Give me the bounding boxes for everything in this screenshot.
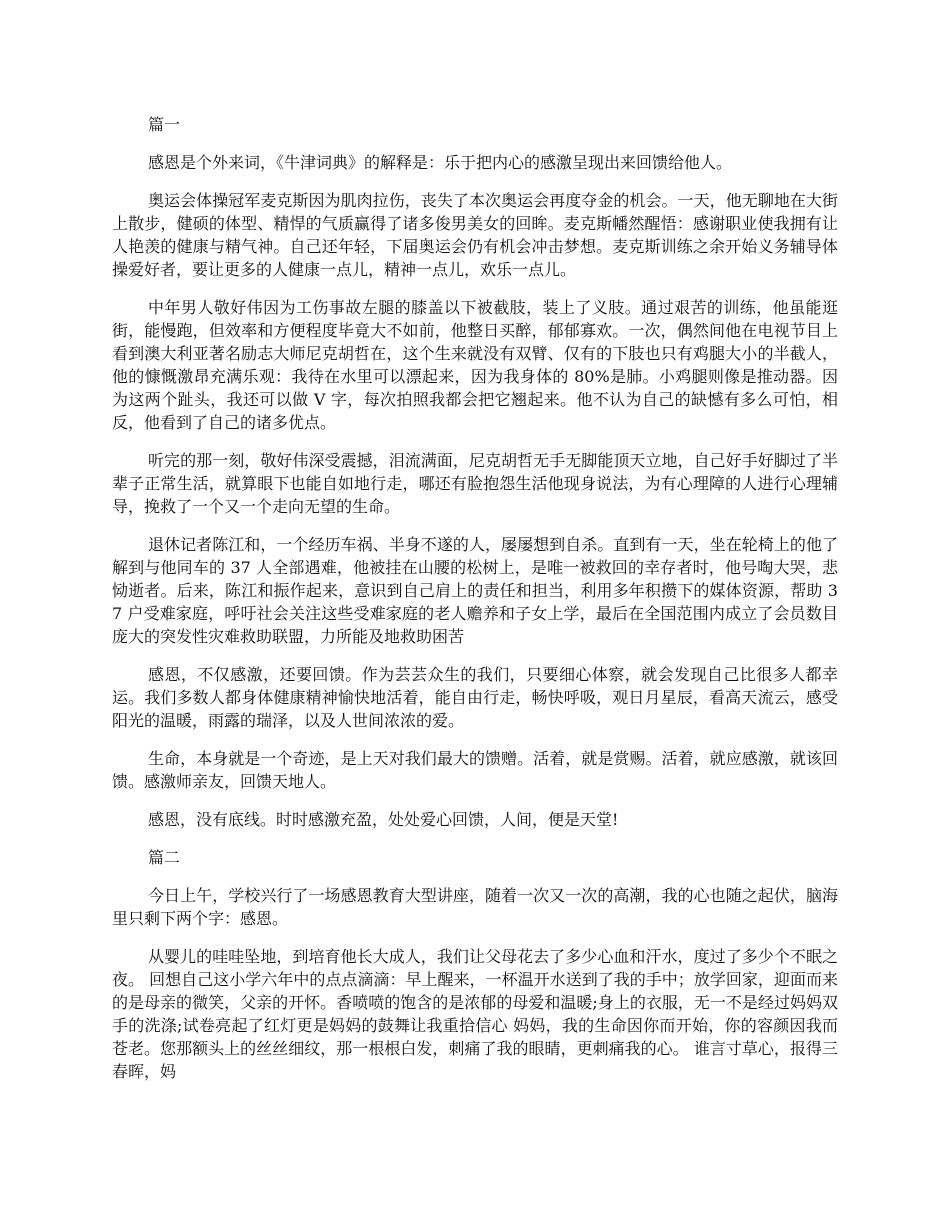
- paragraph: 感恩，没有底线。时时感激充盈，处处爱心回馈，人间，便是天堂!: [148, 810, 619, 829]
- paragraph: 从婴儿的哇哇坠地，到培育他长大成人，我们让父母花去了多少心血和汗水，度过了多少个不眠之夜。 回想自己这小学六年中的点点滴滴：早上醒来，一杯温开水送到了我的手中；放学回家，迎面而来的是母亲的微笑，父亲的开怀。香喷喷的饱含的是浓郁的母爱和温暖;身上的衣服，无一不是经过妈妈双手的洗涤;试卷亮起了红灯更是妈妈的鼓舞让我重拾信心 妈妈，我的生命因你而开始，你的容颜因我而苍老。您那额头上的丝丝细纹，那一根根白发，刺痛了我的眼睛，更刺痛我的心。 谁言寸草心，报得三春晖，妈: [112, 947, 838, 1081]
- paragraph: 生命，本身就是一个奇迹，是上天对我们最大的馈赠。活着，就是赏赐。活着，就应感激，就该回馈。感激师亲友，回馈天地人。: [112, 749, 838, 791]
- document-body: [112, 113, 838, 1098]
- paragraph: 听完的那一刻，敬好伟深受震撼，泪流满面，尼克胡哲无手无脚能顶天立地，自己好手好脚过了半辈子正常生活，就算眼下也能自如地行走，哪还有脸抱怨生活他现身说法，为有心理障的人进行心理辅导，挽救了一个又一个走向无望的生命。: [112, 451, 838, 516]
- paragraph: 退休记者陈江和，一个经历车祸、半身不遂的人，屡屡想到自杀。直到有一天，坐在轮椅上的他了解到与他同车的 37 人全部遇难，他被挂在山腰的松树上，是唯一被救回的幸存者时，他号啕大哭，悲恸逝者。后来，陈江和振作起来，意识到自己肩上的责任和担当，利用多年积攒下的媒体资源，帮助 37 户受难家庭，呼吁社会关注这些受难家庭的老人赡养和子女上学，最后在全国范围内成立了会员数目庞大的突发性灾难救助联盟，力所能及地救助困苦: [112, 535, 838, 646]
- section-heading-2: 篇二: [148, 848, 181, 867]
- paragraph: 感恩是个外来词，《牛津词典》的解释是：乐于把内心的感激呈现出来回馈给他人。: [148, 153, 733, 172]
- paragraph: 中年男人敬好伟因为工伤事故左腿的膝盖以下被截肢，装上了义肢。通过艰苦的训练，他虽能逛街，能慢跑，但效率和方便程度毕竟大不如前，他整日买醉，郁郁寡欢。一次，偶然间他在电视节目上看到澳大利亚著名励志大师尼克胡哲在，这个生来就没有双臂、仅有的下肢也只有鸡腿大小的半截人，他的慷慨激昂充满乐观：我待在水里可以漂起来，因为我身体的 80%是肺。小鸡腿则像是推动器。因为这两个趾头，我还可以做 V 字，每次拍照我都会把它翘起来。他不认为自己的缺憾有多么可怕，相反，他看到了自己的诸多优点。: [112, 298, 838, 432]
- paragraph: 奥运会体操冠军麦克斯因为肌肉拉伤，丧失了本次奥运会再度夺金的机会。一天，他无聊地在大街上散步，健硕的体型、精悍的气质赢得了诸多俊男美女的回眸。麦克斯幡然醒悟：感谢职业使我拥有让人艳羡的健康与精气神。自己还年轻，下届奥运会仍有机会冲击梦想。麦克斯训练之余开始义务辅导体操爱好者，要让更多的人健康一点儿，精神一点儿，欢乐一点儿。: [112, 191, 838, 279]
- paragraph: 今日上午，学校兴行了一场感恩教育大型讲座，随着一次又一次的高潮，我的心也随之起伏，脑海里只剩下两个字：感恩。: [112, 886, 838, 928]
- paragraph: 感恩，不仅感激，还要回馈。作为芸芸众生的我们，只要细心体察，就会发现自己比很多人都幸运。我们多数人都身体健康精神愉快地活着，能自由行走，畅快呼吸，观日月星辰，看高天流云，感受阳光的温暖，雨露的瑞泽，以及人世间浓浓的爱。: [112, 665, 838, 730]
- section-heading-1: 篇一: [148, 115, 181, 134]
